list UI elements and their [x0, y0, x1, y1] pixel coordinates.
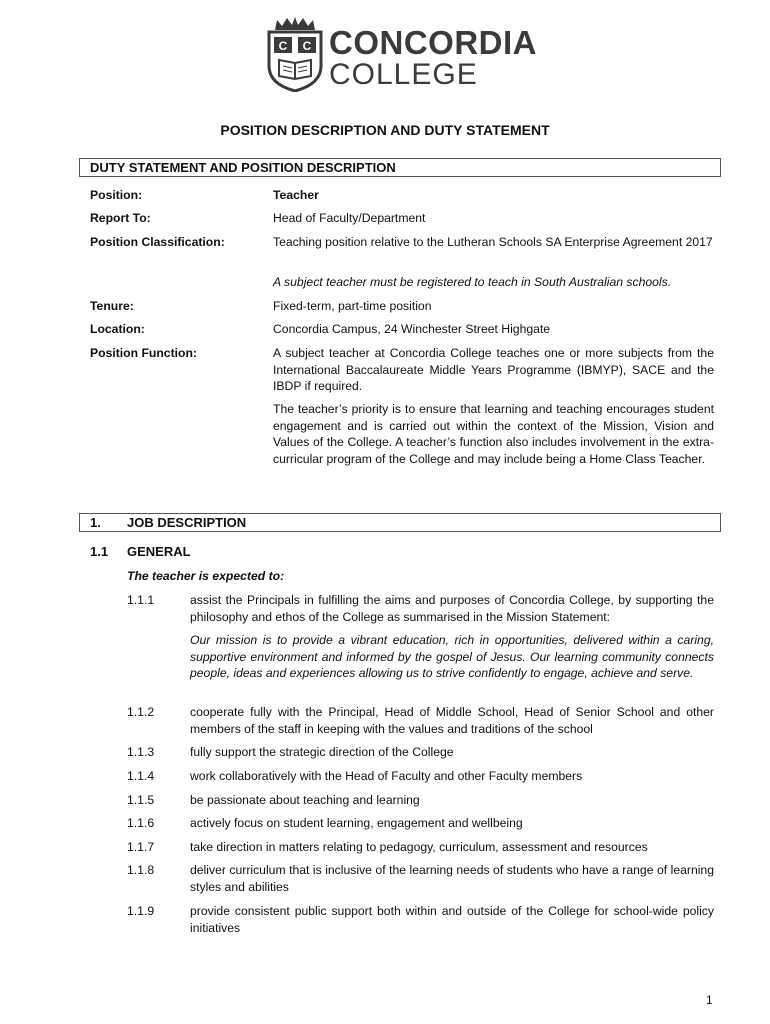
report-value: Head of Faculty/Department: [273, 211, 426, 225]
item-text: assist the Principals in fulfilling the aims and purposes of Concordia College, by supporting the philosophy and ethos of the College as summarised in the Mission Statement:: [190, 593, 714, 624]
item-text: provide consistent public support both within and outside of the College for school-wide policy initiatives: [190, 904, 714, 935]
item-number: 1.1.7: [127, 840, 155, 854]
item-number: 1.1.9: [127, 904, 155, 918]
subsection-title: GENERAL: [127, 544, 191, 559]
item-text: be passionate about teaching and learning: [190, 793, 420, 807]
function-paragraph-2: The teacher’s priority is to ensure that learning and teaching encourages student engagement and is carried out within the context of the Mission, Vision and Values of the College. A teacher’s function also includes involvement in the extra-curricular program of the College and may include being a Home Class Teacher.: [273, 402, 714, 466]
report-label: Report To:: [90, 211, 151, 225]
page-number: 1: [706, 993, 713, 1007]
position-value: Teacher: [273, 188, 319, 202]
location-value: Concordia Campus, 24 Winchester Street Highgate: [273, 322, 551, 336]
subsection-intro: The teacher is expected to:: [127, 569, 285, 583]
job-description-header: [79, 513, 721, 532]
item-text: fully support the strategic direction of the College: [190, 745, 454, 759]
logo-line1: CONCORDIA: [329, 24, 537, 61]
item-number: 1.1.3: [127, 745, 155, 759]
mission-statement: Our mission is to provide a vibrant education, rich in opportunities, delivered within a caring, supportive environment and informed by the gospel of Jesus. Our learning community connects people, ideas and experiences allowing us to strive confidently to engage, achieve and serve.: [190, 633, 714, 680]
item-number: 1.1.1: [127, 593, 155, 607]
item-text: take direction in matters relating to pedagogy, curriculum, assessment and resources: [190, 840, 648, 854]
item-number: 1.1.2: [127, 705, 155, 719]
section-title: JOB DESCRIPTION: [127, 515, 247, 530]
item-text: deliver curriculum that is inclusive of the learning needs of students who have a range of learning styles and abilities: [190, 863, 714, 894]
classification-value: Teaching position relative to the Lutheran Schools SA Enterprise Agreement 2017: [273, 235, 713, 249]
tenure-label: Tenure:: [90, 299, 134, 313]
item-number: 1.1.4: [127, 769, 155, 783]
item-number: 1.1.6: [127, 816, 155, 830]
function-label: Position Function:: [90, 346, 197, 360]
item-number: 1.1.5: [127, 793, 155, 807]
section-number: 1.: [90, 515, 101, 530]
location-label: Location:: [90, 322, 145, 336]
subsection-number: 1.1: [90, 544, 109, 559]
function-paragraph-1: A subject teacher at Concordia College teaches one or more subjects from the International Baccalaureate Middle Years Programme (IBMYP), SACE and the IBDP if required.: [273, 346, 714, 393]
classification-label: Position Classification:: [90, 235, 225, 249]
crest-letter-right: C: [302, 39, 312, 53]
duty-section-header: DUTY STATEMENT AND POSITION DESCRIPTION: [79, 158, 721, 177]
crest-letter-left: C: [278, 39, 288, 53]
page-title: POSITION DESCRIPTION AND DUTY STATEMENT: [220, 122, 550, 138]
item-text: work collaboratively with the Head of Faculty and other Faculty members: [190, 769, 583, 783]
logo-line2: COLLEGE: [329, 58, 478, 91]
crest-icon: [265, 16, 325, 92]
item-text: cooperate fully with the Principal, Head of Middle School, Head of Senior School and other members of the staff in keeping with the values and traditions of the school: [190, 705, 714, 736]
item-text: actively focus on student learning, engagement and wellbeing: [190, 816, 523, 830]
position-label: Position:: [90, 188, 143, 202]
college-logo: [265, 16, 545, 92]
classification-note: A subject teacher must be registered to teach in South Australian schools.: [273, 275, 672, 289]
item-number: 1.1.8: [127, 863, 155, 877]
tenure-value: Fixed-term, part-time position: [273, 299, 432, 313]
